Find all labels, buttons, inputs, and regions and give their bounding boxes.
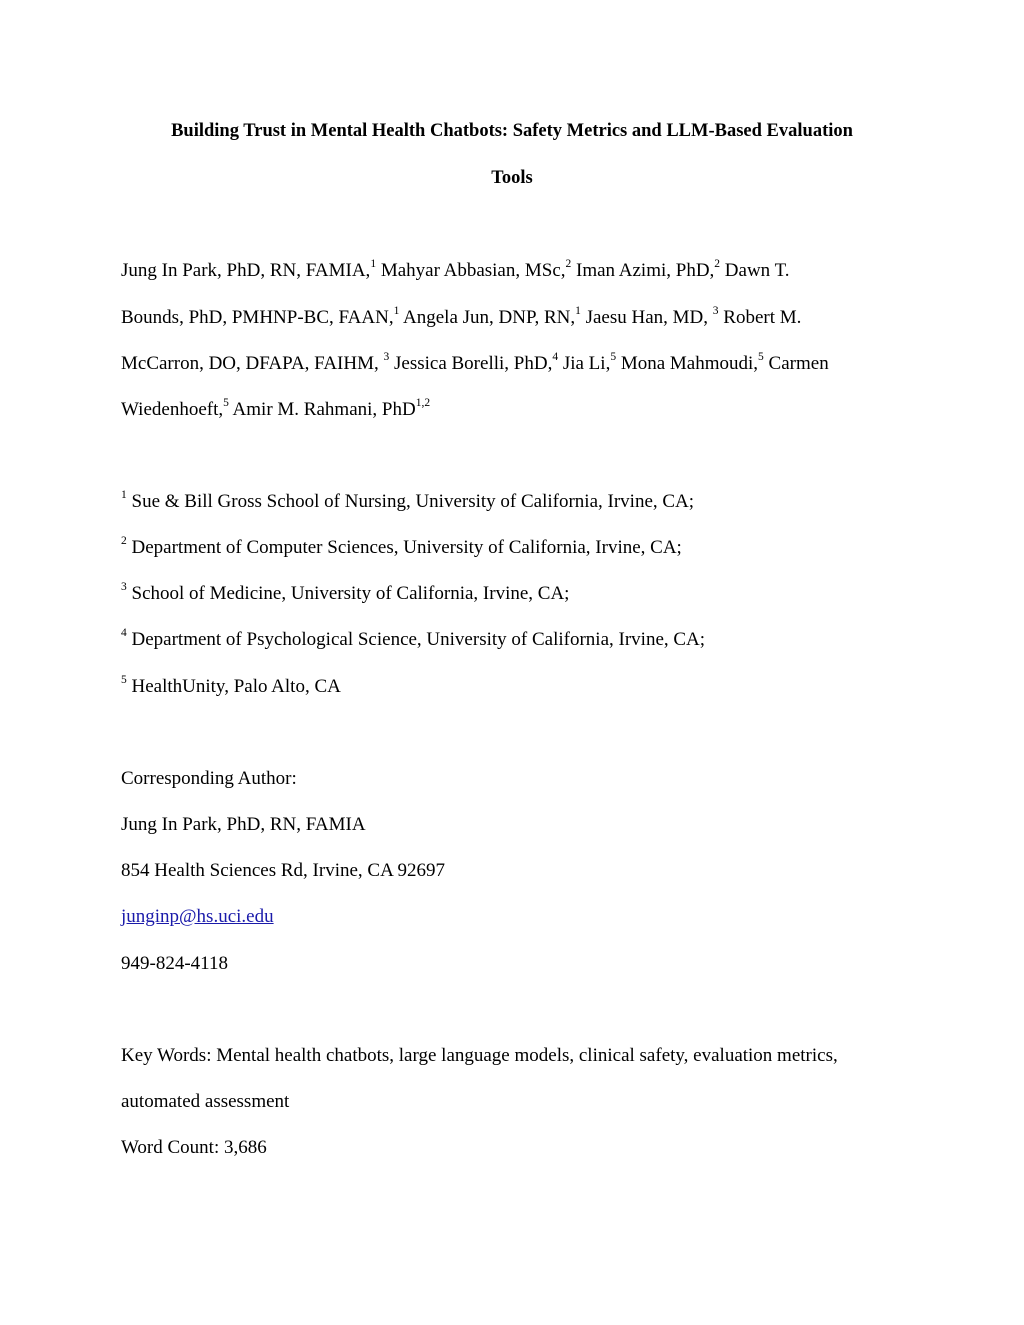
affiliation-number: 5 [121,673,127,686]
author-affiliation-sup: 1,2 [415,396,431,409]
affiliation-4 [121,628,705,652]
author-line-1 [121,259,790,283]
affiliation-text: Department of Psychological Science, University of California, Irvine, CA; [126,629,706,650]
affiliation-number: 3 [121,580,127,593]
author-name: Jaesu Han, MD, [580,307,713,328]
author-name: Robert M. [718,307,802,328]
author-affiliation-sup: 5 [223,396,229,409]
author-line-4 [121,398,430,422]
author-name: Carmen [763,353,829,374]
paper-title-line-1: Building Trust in Mental Health Chatbots: Safety Metrics and LLM-Based Evaluation [171,121,853,141]
author-affiliation-sup: 5 [758,350,764,363]
author-affiliation-sup: 5 [610,350,617,363]
author-name: Jessica Borelli, PhD, [389,353,553,374]
author-name: Mahyar Abbasian, MSc, [376,260,566,281]
affiliation-number: 1 [121,488,127,501]
keywords-line-2: automated assessment [121,1091,290,1112]
author-line-3 [121,352,829,376]
affiliation-3 [121,582,569,606]
author-affiliation-sup: 1 [575,304,581,317]
word-count: Word Count: 3,686 [121,1137,267,1158]
author-name: Amir M. Rahmani, PhD [228,399,416,420]
author-name: Jung In Park, PhD, RN, FAMIA, [121,260,371,281]
author-name: Iman Azimi, PhD, [571,260,715,281]
author-affiliation-sup: 1 [393,304,400,317]
corresponding-email-line [121,905,274,929]
author-affiliation-sup: 1 [370,257,377,270]
affiliation-text: Sue & Bill Gross School of Nursing, University of California, Irvine, CA; [126,491,695,512]
author-affiliation-sup: 2 [565,257,572,270]
affiliation-1 [121,490,694,514]
affiliation-text: Department of Computer Sciences, University of California, Irvine, CA; [126,537,682,558]
author-affiliation-sup: 3 [712,304,719,317]
keywords-line-1: Key Words: Mental health chatbots, large language models, clinical safety, evaluation metrics, [121,1045,838,1066]
author-name: Angela Jun, DNP, RN, [399,307,576,328]
affiliation-5 [121,675,341,699]
author-name: Dawn T. [720,260,790,281]
author-line-2 [121,306,801,330]
affiliation-number: 4 [121,626,127,639]
author-name: Mona Mahmoudi, [616,353,759,374]
affiliation-text: School of Medicine, University of California, Irvine, CA; [126,583,570,604]
author-affiliation-sup: 3 [383,350,390,363]
affiliation-number: 2 [121,534,127,547]
corresponding-address: 854 Health Sciences Rd, Irvine, CA 92697 [121,860,446,881]
corresponding-phone: 949-824-4118 [121,953,228,974]
affiliation-text: HealthUnity, Palo Alto, CA [126,676,341,697]
author-affiliation-sup: 2 [714,257,721,270]
paper-title-line-2: Tools [491,168,533,188]
author-name: Bounds, PhD, PMHNP-BC, FAAN, [121,307,394,328]
author-affiliation-sup: 4 [552,350,559,363]
author-name: McCarron, DO, DFAPA, FAIHM, [121,353,384,374]
corresponding-heading: Corresponding Author: [121,768,297,789]
corresponding-name: Jung In Park, PhD, RN, FAMIA [121,814,366,835]
author-name: Wiedenhoeft, [121,399,224,420]
corresponding-email-link[interactable]: junginp@hs.uci.edu [121,906,274,927]
affiliation-2 [121,536,682,560]
author-name: Jia Li, [558,353,611,374]
